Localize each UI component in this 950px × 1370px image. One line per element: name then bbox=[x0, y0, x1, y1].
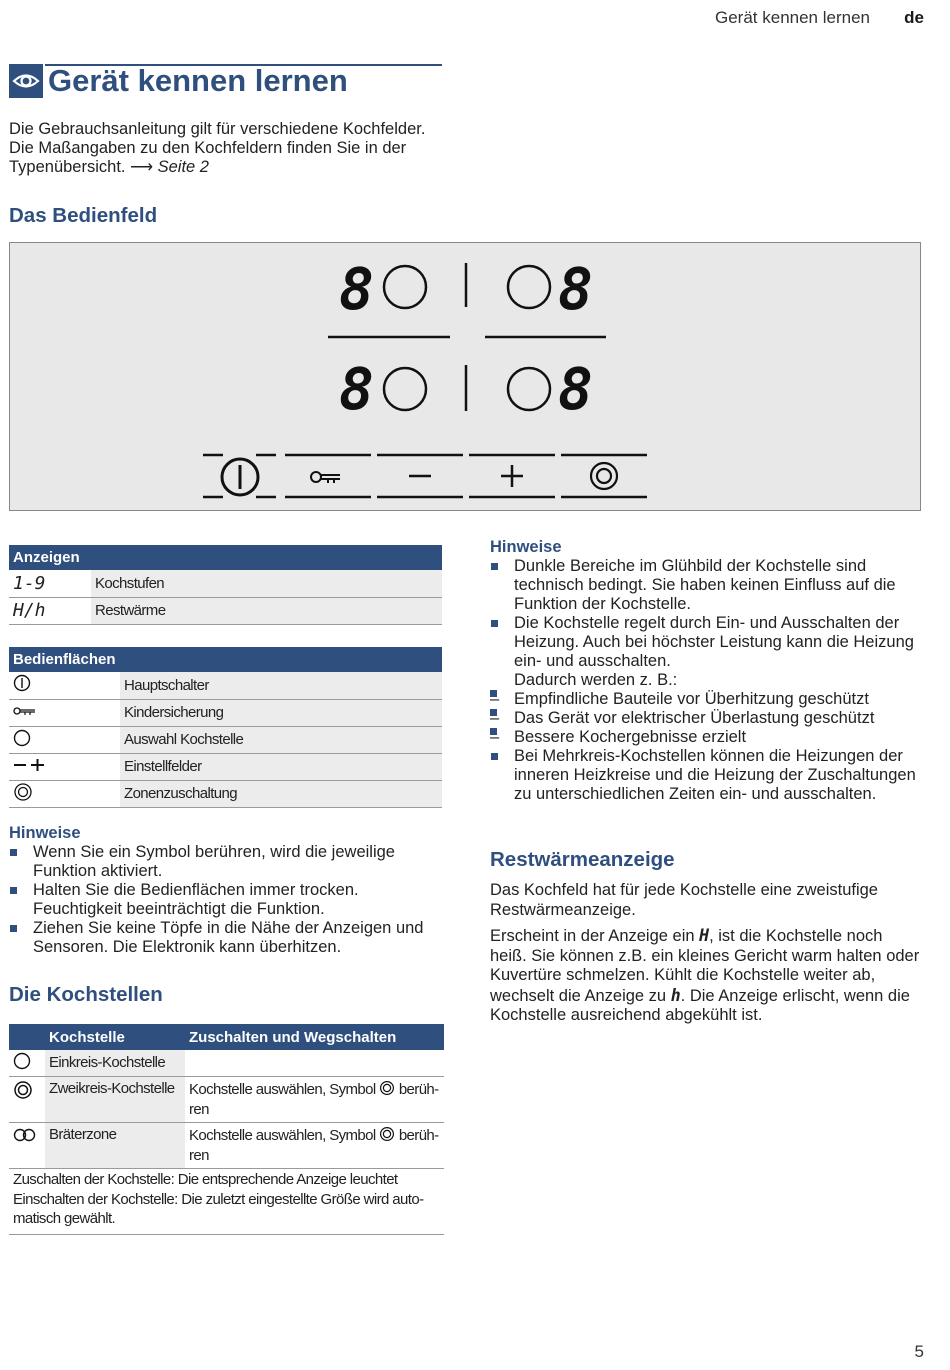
bedienflaechen-label: Zonenzuschaltung bbox=[120, 780, 442, 807]
circle-icon bbox=[9, 726, 120, 753]
eye-icon bbox=[9, 64, 43, 98]
dual-zone-icon bbox=[379, 1126, 395, 1142]
restwaerme-paragraph-1: Das Kochfeld hat für jede Kochstelle eine zweistufige Restwärmeanzeige. bbox=[490, 881, 878, 919]
symbol-h: H/h bbox=[13, 600, 46, 621]
control-panel-drawing bbox=[10, 243, 920, 510]
anzeigen-label: Kochstufen bbox=[91, 570, 442, 597]
bedienflaechen-label: Auswahl Kochstelle bbox=[120, 726, 442, 753]
list-item: Bei Mehrkreis-Kochstellen können die Heizungen der inneren Heizkreise und die Heizung der Zuschaltungen zu unterschiedlichen Zeiten ein- und ausschalten. bbox=[490, 747, 928, 804]
symbol-H: H bbox=[699, 926, 710, 945]
hinweise-heading-right: Hinweise bbox=[490, 538, 562, 556]
kochstelle-action: Kochstelle auswählen, Symbol berüh- ren bbox=[189, 1126, 439, 1164]
kochstellen-note-1: Zuschalten der Kochstelle: Die entsprechende Anzeige leuchtet bbox=[13, 1170, 398, 1188]
kochstelle-name: Einkreis-Kochstelle bbox=[45, 1050, 185, 1076]
control-panel-illustration bbox=[9, 242, 921, 511]
anzeigen-header: Anzeigen bbox=[13, 549, 80, 566]
intro-ref: Seite 2 bbox=[157, 158, 209, 176]
col-zuschalten: Zuschalten und Wegschalten bbox=[189, 1028, 397, 1046]
display-digit-top-right: 8 bbox=[558, 255, 593, 323]
kochstelle-name: Bräterzone bbox=[45, 1122, 185, 1168]
symbol-1-9: 1-9 bbox=[13, 572, 46, 594]
list-item: Dunkle Bereiche im Glühbild der Kochstelle sind technisch bedingt. Sie haben keinen Einfluss auf die Funktion der Kochstelle. bbox=[490, 557, 928, 614]
symbol-h-small: h bbox=[670, 985, 681, 1005]
roaster-zone-icon bbox=[9, 1122, 45, 1168]
intro-paragraph bbox=[9, 120, 449, 177]
list-item: Wenn Sie ein Symbol berühren, wird die jeweilige Funktion aktiviert. bbox=[9, 843, 439, 881]
page-title: Gerät kennen lernen bbox=[48, 63, 348, 98]
list-item: Die Kochstelle regelt durch Ein- und Ausschalten der Heizung. Auch bei höchster Leistung kann die Heizung ein- und ausschalten. Dadurch werden z. B.: – Empfindliche Bauteile vor Überhitzung geschützt – Das Gerät vor elektrischer Überlastung geschützt – Bessere Kochergebnisse erzielt bbox=[490, 614, 928, 747]
bedienflaechen-label: Kindersicherung bbox=[120, 699, 442, 726]
anzeigen-table bbox=[9, 545, 442, 625]
dash-list bbox=[490, 690, 928, 747]
kochstelle-name: Zweikreis-Kochstelle bbox=[45, 1076, 185, 1122]
display-digit-bottom-left: 8 bbox=[339, 355, 374, 423]
kochstellen-note-2: Einschalten der Kochstelle: Die zuletzt eingestellte Größe wird auto- matisch gewählt. bbox=[13, 1191, 424, 1227]
bedienflaechen-table bbox=[9, 647, 442, 808]
hinweise-list-left bbox=[9, 843, 439, 957]
kochstelle-action bbox=[185, 1050, 444, 1076]
section-heading-bedienfeld: Das Bedienfeld bbox=[9, 204, 158, 227]
display-digit-bottom-right: 8 bbox=[558, 355, 593, 423]
bedienflaechen-header: Bedienflächen bbox=[13, 651, 116, 668]
kochstelle-action: Kochstelle auswählen, Symbol berüh- ren bbox=[189, 1080, 439, 1118]
dual-zone-icon bbox=[9, 780, 120, 807]
section-heading-kochstellen: Die Kochstellen bbox=[9, 983, 163, 1006]
list-item: Halten Sie die Bedienflächen immer trocken. Feuchtigkeit beeinträchtigt die Funktion. bbox=[9, 881, 439, 919]
list-item: Ziehen Sie keine Töpfe in die Nähe der Anzeigen und Sensoren. Die Elektronik kann überhitzen. bbox=[9, 919, 439, 957]
dash-item: – Das Gerät vor elektrischer Überlastung geschützt bbox=[490, 709, 928, 728]
restwaerme-paragraph-2: Erscheint in der Anzeige ein H, ist die Kochstelle noch heiß. Sie können z.B. ein kleines Gericht warm halten oder Kuvertüre schmelzen. Kühlt die Kochstelle weiter ab, wechselt die Anzeige zu h. Die Anzeige erlischt, wenn die Kochstelle ausreichend abgekühlt ist. bbox=[490, 926, 920, 1024]
kochstellen-table bbox=[9, 1024, 444, 1235]
key-icon bbox=[9, 699, 120, 726]
display-digit-top-left: 8 bbox=[339, 255, 374, 323]
page-number: 5 bbox=[914, 1342, 924, 1361]
bedienflaechen-label: Hauptschalter bbox=[120, 672, 442, 699]
dash-item: – Bessere Kochergebnisse erzielt bbox=[490, 728, 928, 747]
language-tag: de bbox=[904, 8, 924, 27]
section-heading-restwaerme: Restwärmeanzeige bbox=[490, 848, 675, 871]
power-icon bbox=[9, 672, 120, 699]
arrow-icon: ⟶ bbox=[130, 159, 154, 176]
circle-icon bbox=[9, 1050, 45, 1076]
minus-plus-icon bbox=[9, 753, 120, 780]
hinweise-heading-left: Hinweise bbox=[9, 824, 81, 842]
running-header: Gerät kennen lernen bbox=[715, 8, 870, 27]
dash-item: – Empfindliche Bauteile vor Überhitzung geschützt bbox=[490, 690, 928, 709]
anzeigen-label: Restwärme bbox=[91, 597, 442, 624]
intro-text: Die Gebrauchsanleitung gilt für verschiedene Kochfelder. Die Maßangaben zu den Kochfeldern finden Sie in der Typenübersicht. bbox=[9, 120, 426, 176]
hinweise-list-right bbox=[490, 557, 928, 804]
dual-zone-icon bbox=[9, 1076, 45, 1122]
bedienflaechen-label: Einstellfelder bbox=[120, 753, 442, 780]
col-kochstelle: Kochstelle bbox=[49, 1028, 125, 1046]
dual-zone-icon bbox=[379, 1080, 395, 1096]
